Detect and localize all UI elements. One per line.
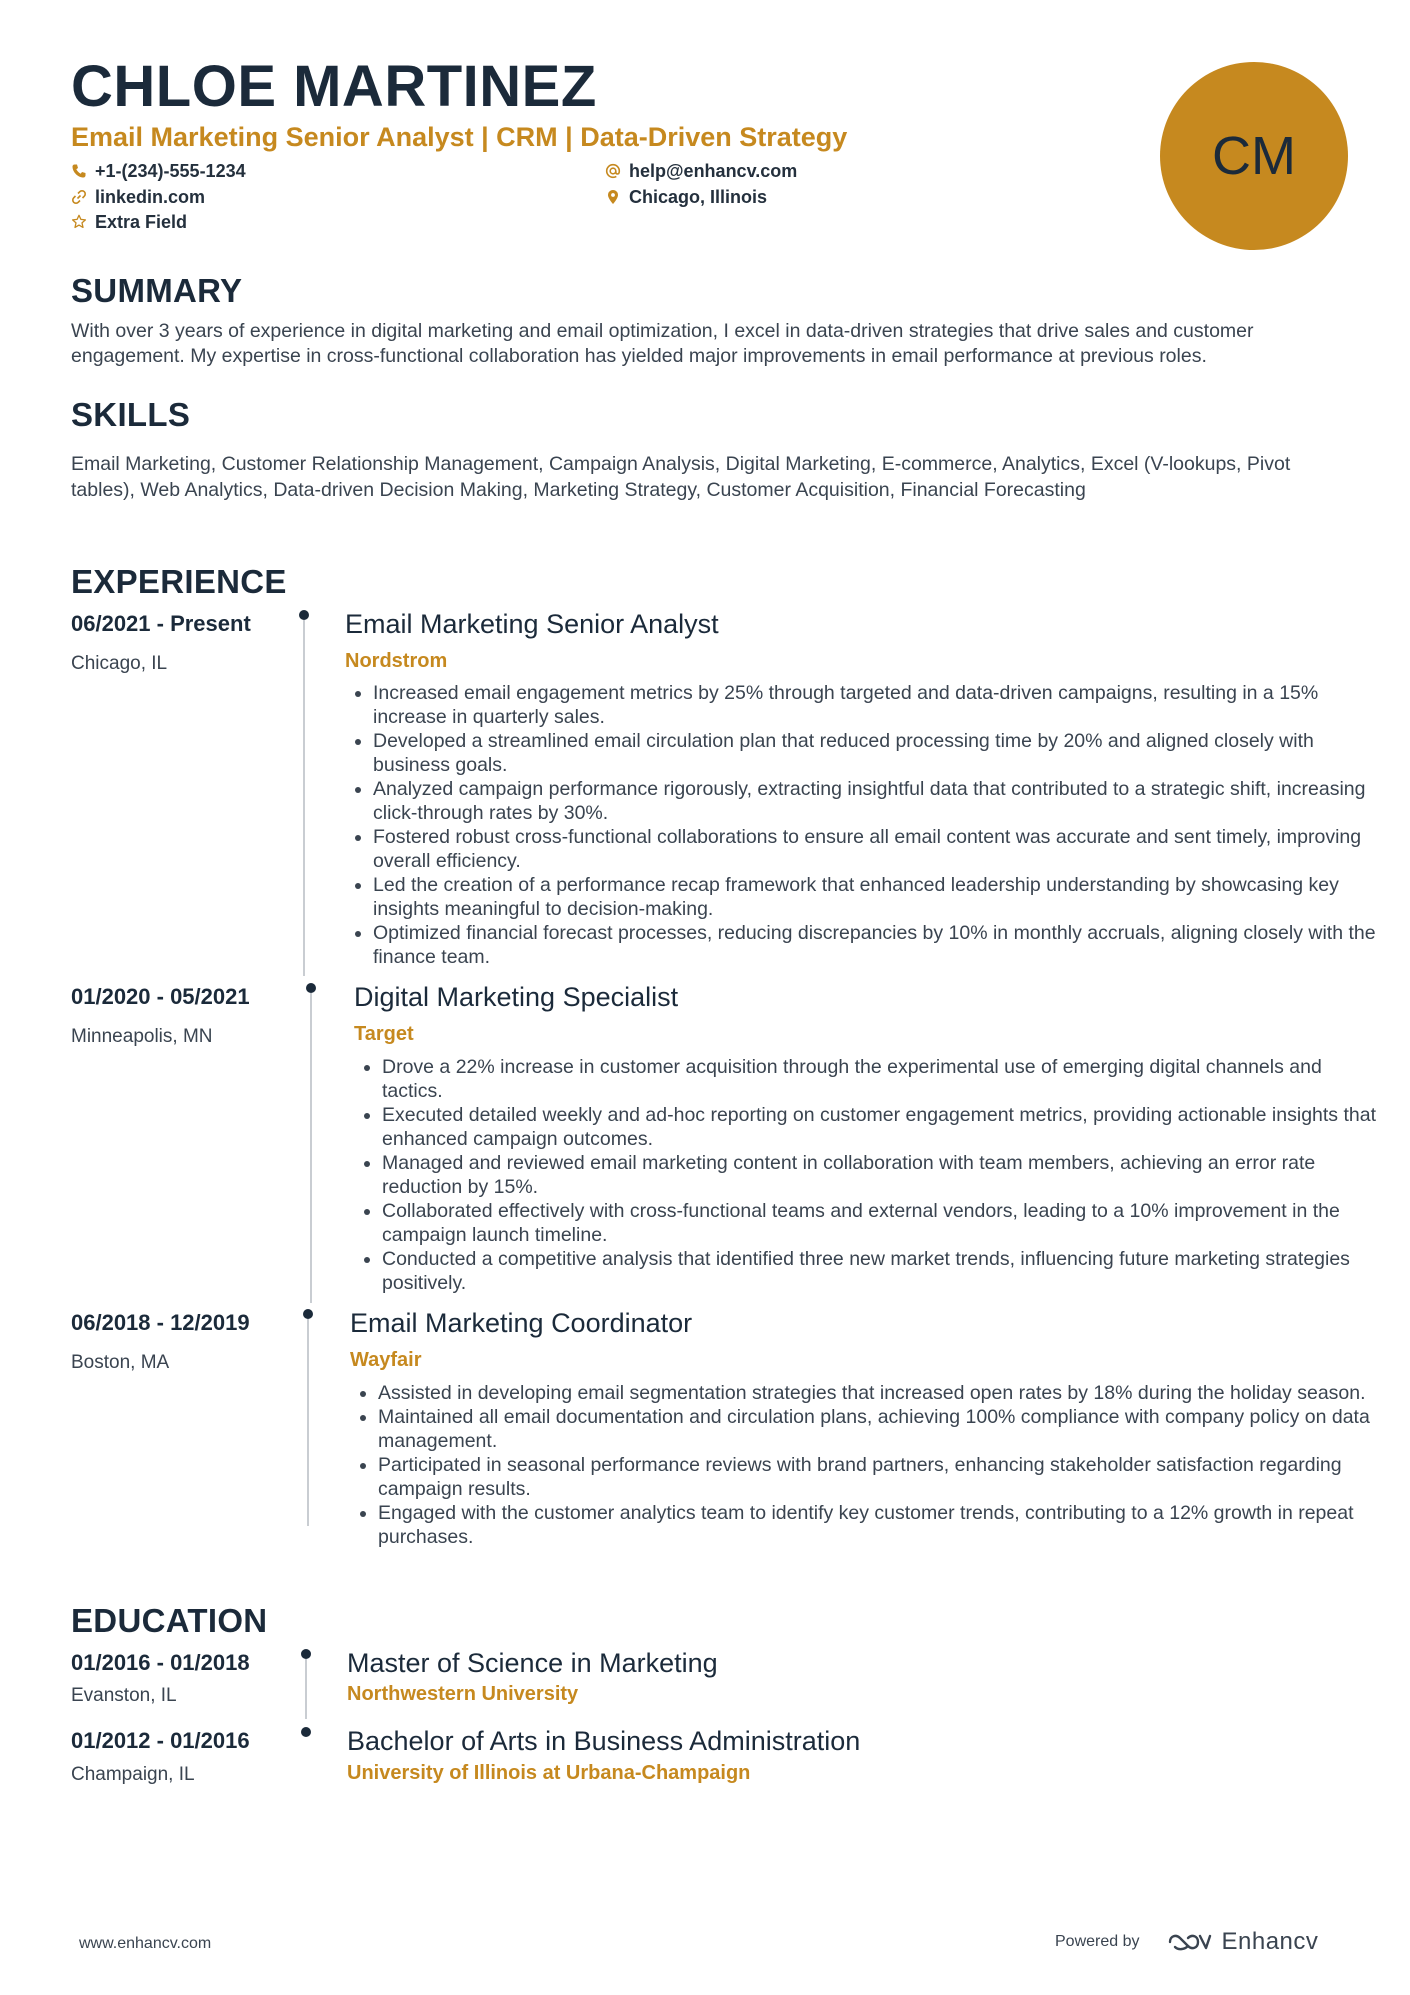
candidate-name: CHLOE MARTINEZ [71,54,597,119]
education-degree: Bachelor of Arts in Business Administration [347,1726,861,1756]
experience-company: Wayfair [350,1349,422,1371]
bullet-item: • Managed and reviewed email marketing content in collaboration with team members, achieving an error rate reduction by 15%. [382,1151,1382,1199]
enhancv-logo-icon [1166,1930,1212,1954]
education-location: Evanston, IL [71,1685,177,1706]
bullet-item: • Developed a streamlined email circulation plan that reduced processing time by 20% and aligned closely with business goals. [373,729,1378,777]
experience-dates: 06/2018 - 12/2019 [71,1310,250,1335]
bullet-item: • Executed detailed weekly and ad-hoc reporting on customer engagement metrics, providing actionable insights that enhanced campaign outcomes. [382,1103,1382,1151]
education-school: University of Illinois at Urbana-Champaign [347,1762,751,1784]
summary-heading: SUMMARY [71,272,243,309]
timeline-line [303,620,305,976]
experience-role: Email Marketing Coordinator [350,1308,693,1338]
bullet-item: • Drove a 22% increase in customer acquisition through the experimental use of emerging digital channels and tactics. [382,1055,1382,1103]
powered-by-text: Powered by [1055,1933,1140,1950]
footer-branding [1055,1928,1318,1956]
contact-phone[interactable] [71,162,246,180]
timeline-line [307,1319,309,1526]
experience-heading: EXPERIENCE [71,563,287,600]
bullet-item: • Conducted a competitive analysis that identified three new market trends, influencing future marketing strategies positively. [382,1247,1382,1295]
timeline-dot [301,1727,311,1737]
education-school: Northwestern University [347,1683,579,1705]
experience-bullets [350,1381,1378,1549]
linkedin-text: linkedin.com [95,187,206,207]
bullet-item: • Engaged with the customer analytics team to identify key customer trends, contributing to a 12% growth in repeat purchases. [378,1501,1378,1549]
contact-email[interactable] [605,162,797,180]
experience-role: Email Marketing Senior Analyst [345,609,719,639]
experience-location: Boston, MA [71,1352,170,1373]
bullet-item: • Optimized financial forecast processes, reducing discrepancies by 10% in monthly accruals, aligning closely with the finance team. [373,921,1378,969]
bullet-item: • Assisted in developing email segmentation strategies that increased open rates by 18% during the holiday season. [378,1381,1378,1405]
bullet-item: • Maintained all email documentation and circulation plans, achieving 100% compliance with company policy on data management. [378,1405,1378,1453]
bullet-item: • Increased email engagement metrics by 25% through targeted and data-driven campaigns, resulting in a 15% increase in quarterly sales. [373,681,1378,729]
experience-location: Minneapolis, MN [71,1026,213,1047]
bullet-item: • Led the creation of a performance recap framework that enhanced leadership understanding by showcasing key insights meaningful to decision-making. [373,873,1378,921]
experience-location: Chicago, IL [71,653,168,674]
map-pin-icon [605,189,621,205]
enhancv-logo-text: Enhancv [1221,1928,1319,1955]
education-location: Champaign, IL [71,1764,195,1785]
contact-location [605,188,767,206]
at-sign-icon [605,163,621,179]
star-icon [71,214,87,230]
summary-text: With over 3 years of experience in digital marketing and email optimization, I excel in data-driven strategies that drive sales and customer engagement. My expertise in cross-functional collaboration has yielded major improvements in email performance at previous roles. [71,320,1254,367]
bullet-item: • Fostered robust cross-functional collaborations to ensure all email content was accurate and sent timely, improving overall efficiency. [373,825,1378,873]
education-dates: 01/2012 - 01/2016 [71,1728,250,1753]
location-text: Chicago, Illinois [629,187,768,207]
avatar-initials: CM [1212,126,1296,186]
education-degree: Master of Science in Marketing [347,1648,718,1678]
experience-dates: 01/2020 - 05/2021 [71,984,250,1009]
avatar [1160,62,1348,250]
timeline-dot [301,1649,311,1659]
bullet-item: • Collaborated effectively with cross-functional teams and external vendors, leading to a 10% improvement in the campaign launch timeline. [382,1199,1382,1247]
experience-role: Digital Marketing Specialist [354,982,679,1012]
phone-icon [71,163,87,179]
timeline-dot [303,1309,313,1319]
enhancv-logo[interactable] [1166,1928,1319,1956]
contact-extra-field [71,213,187,231]
contact-linkedin[interactable] [71,188,205,206]
education-dates: 01/2016 - 01/2018 [71,1650,250,1675]
bullet-item: • Analyzed campaign performance rigorously, extracting insightful data that contributed to a strategic shift, increasing click-through rates by 30%. [373,777,1378,825]
education-heading: EDUCATION [71,1602,268,1639]
experience-bullets [345,681,1378,969]
email-text: help@enhancv.com [629,161,798,181]
bullet-item: • Participated in seasonal performance reviews with brand partners, enhancing stakeholder satisfaction regarding campaign results. [378,1453,1378,1501]
experience-company: Target [354,1023,414,1045]
phone-text: +1-(234)-555-1234 [95,161,246,181]
experience-company: Nordstrom [345,650,448,672]
experience-bullets [354,1055,1382,1295]
timeline-dot [306,983,316,993]
timeline-dot [299,610,309,620]
skills-heading: SKILLS [71,396,191,433]
link-icon [71,189,87,205]
candidate-headline: Email Marketing Senior Analyst | CRM | Data-Driven Strategy [71,122,848,152]
skills-text: Email Marketing, Customer Relationship Management, Campaign Analysis, Digital Marketing, E-commerce, Analytics, Excel (V-lookups, Pivot tables), Web Analytics, Data-driven Decision Making, Marketing Strategy, Customer Acquisition, Financial Forecasting [71,453,1291,501]
timeline-line [305,1659,307,1719]
footer-website[interactable]: www.enhancv.com [79,1935,212,1952]
extra-field-text: Extra Field [95,212,188,232]
timeline-line [310,993,312,1303]
experience-dates: 06/2021 - Present [71,611,251,636]
